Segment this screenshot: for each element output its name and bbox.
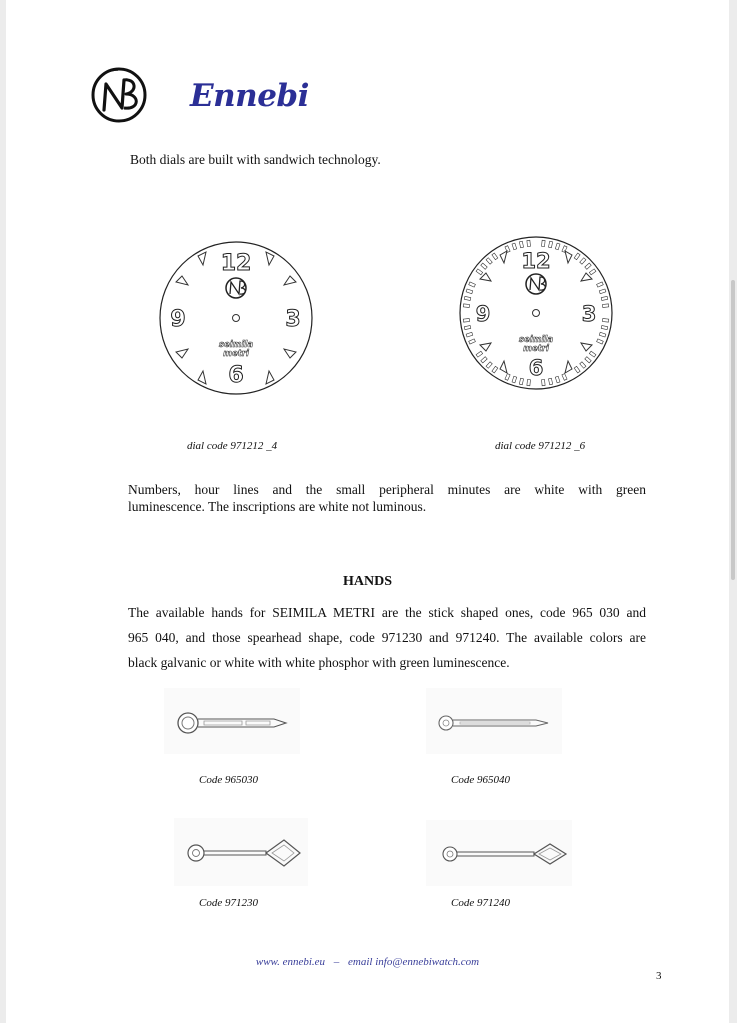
- dial-numeral-12: 12: [220, 251, 252, 276]
- minute-tick: [542, 379, 546, 385]
- hand-971240-image: [426, 820, 572, 886]
- dial-numeral-9: 9: [475, 302, 491, 326]
- dial-center-pin: [233, 315, 240, 322]
- dial-numeral-3: 3: [285, 307, 301, 332]
- hands-heading: HANDS: [342, 574, 392, 589]
- intro-text: Both dials are built with sandwich technology.: [130, 152, 381, 167]
- footer-website-link[interactable]: www. ennebi.eu: [255, 956, 326, 968]
- dial-inscription-line1: seimila: [518, 335, 554, 345]
- luminescence-line-1: Numbers, hour lines and the small peripheral minutes are white with green: [128, 482, 646, 497]
- dial-971212-6: [456, 235, 616, 395]
- dial-monogram-icon: [526, 274, 546, 294]
- minute-tick: [527, 379, 531, 385]
- vertical-scrollbar[interactable]: [731, 280, 735, 580]
- hands-line-1: The available hands for SEIMILA METRI are the stick shaped ones, code 965 030 and: [128, 605, 646, 620]
- dial-numeral-12: 12: [521, 249, 551, 273]
- hand-965030-image: [164, 688, 300, 754]
- hand-971230-image: [174, 818, 308, 886]
- footer-separator: –: [333, 956, 340, 968]
- footer-contact: [6, 956, 729, 968]
- dial-numeral-6: 6: [528, 356, 544, 380]
- dial-numeral-3: 3: [581, 302, 597, 326]
- minute-tick: [542, 240, 546, 246]
- luminescence-paragraph: [128, 481, 646, 515]
- hand-code-965030: Code 965030: [199, 774, 258, 786]
- dial-inscription-line2: metri: [223, 349, 249, 359]
- luminescence-line-2: luminescence. The inscriptions are white not luminous.: [128, 499, 427, 514]
- dial-caption-1: dial code 971212 _4: [187, 440, 278, 452]
- minute-tick: [602, 319, 608, 323]
- hand-code-971230: Code 971230: [199, 897, 258, 909]
- hand-code-965040: Code 965040: [451, 774, 510, 786]
- minute-tick: [602, 304, 608, 308]
- footer-email-link[interactable]: email info@ennebiwatch.com: [348, 956, 480, 968]
- minute-tick: [463, 304, 469, 308]
- dial-numeral-9: 9: [170, 307, 186, 332]
- dial-numeral-6: 6: [228, 363, 244, 388]
- page-number: 3: [656, 970, 662, 982]
- dial-inscription-line2: metri: [523, 344, 549, 354]
- hands-line-3: black galvanic or white with white phosphor with green luminescence.: [128, 655, 510, 670]
- brand-name: Ennebi: [190, 78, 309, 114]
- dial-caption-2: dial code 971212 _6: [495, 440, 586, 452]
- dial-center-pin: [533, 310, 540, 317]
- document-page: [6, 0, 729, 1023]
- minute-tick: [527, 240, 531, 246]
- dial-monogram-icon: [226, 278, 246, 298]
- hands-line-2: 965 040, and those spearhead shape, code 971230 and 971240. The available colors are: [128, 630, 646, 645]
- ennebi-monogram-logo: [84, 64, 154, 128]
- hands-paragraph: [128, 600, 646, 675]
- dial-inscription-line1: seimila: [218, 340, 254, 350]
- dial-971212-4: [156, 240, 316, 400]
- hand-code-971240: Code 971240: [451, 897, 510, 909]
- minute-tick: [463, 319, 469, 323]
- hand-965040-image: [426, 688, 562, 754]
